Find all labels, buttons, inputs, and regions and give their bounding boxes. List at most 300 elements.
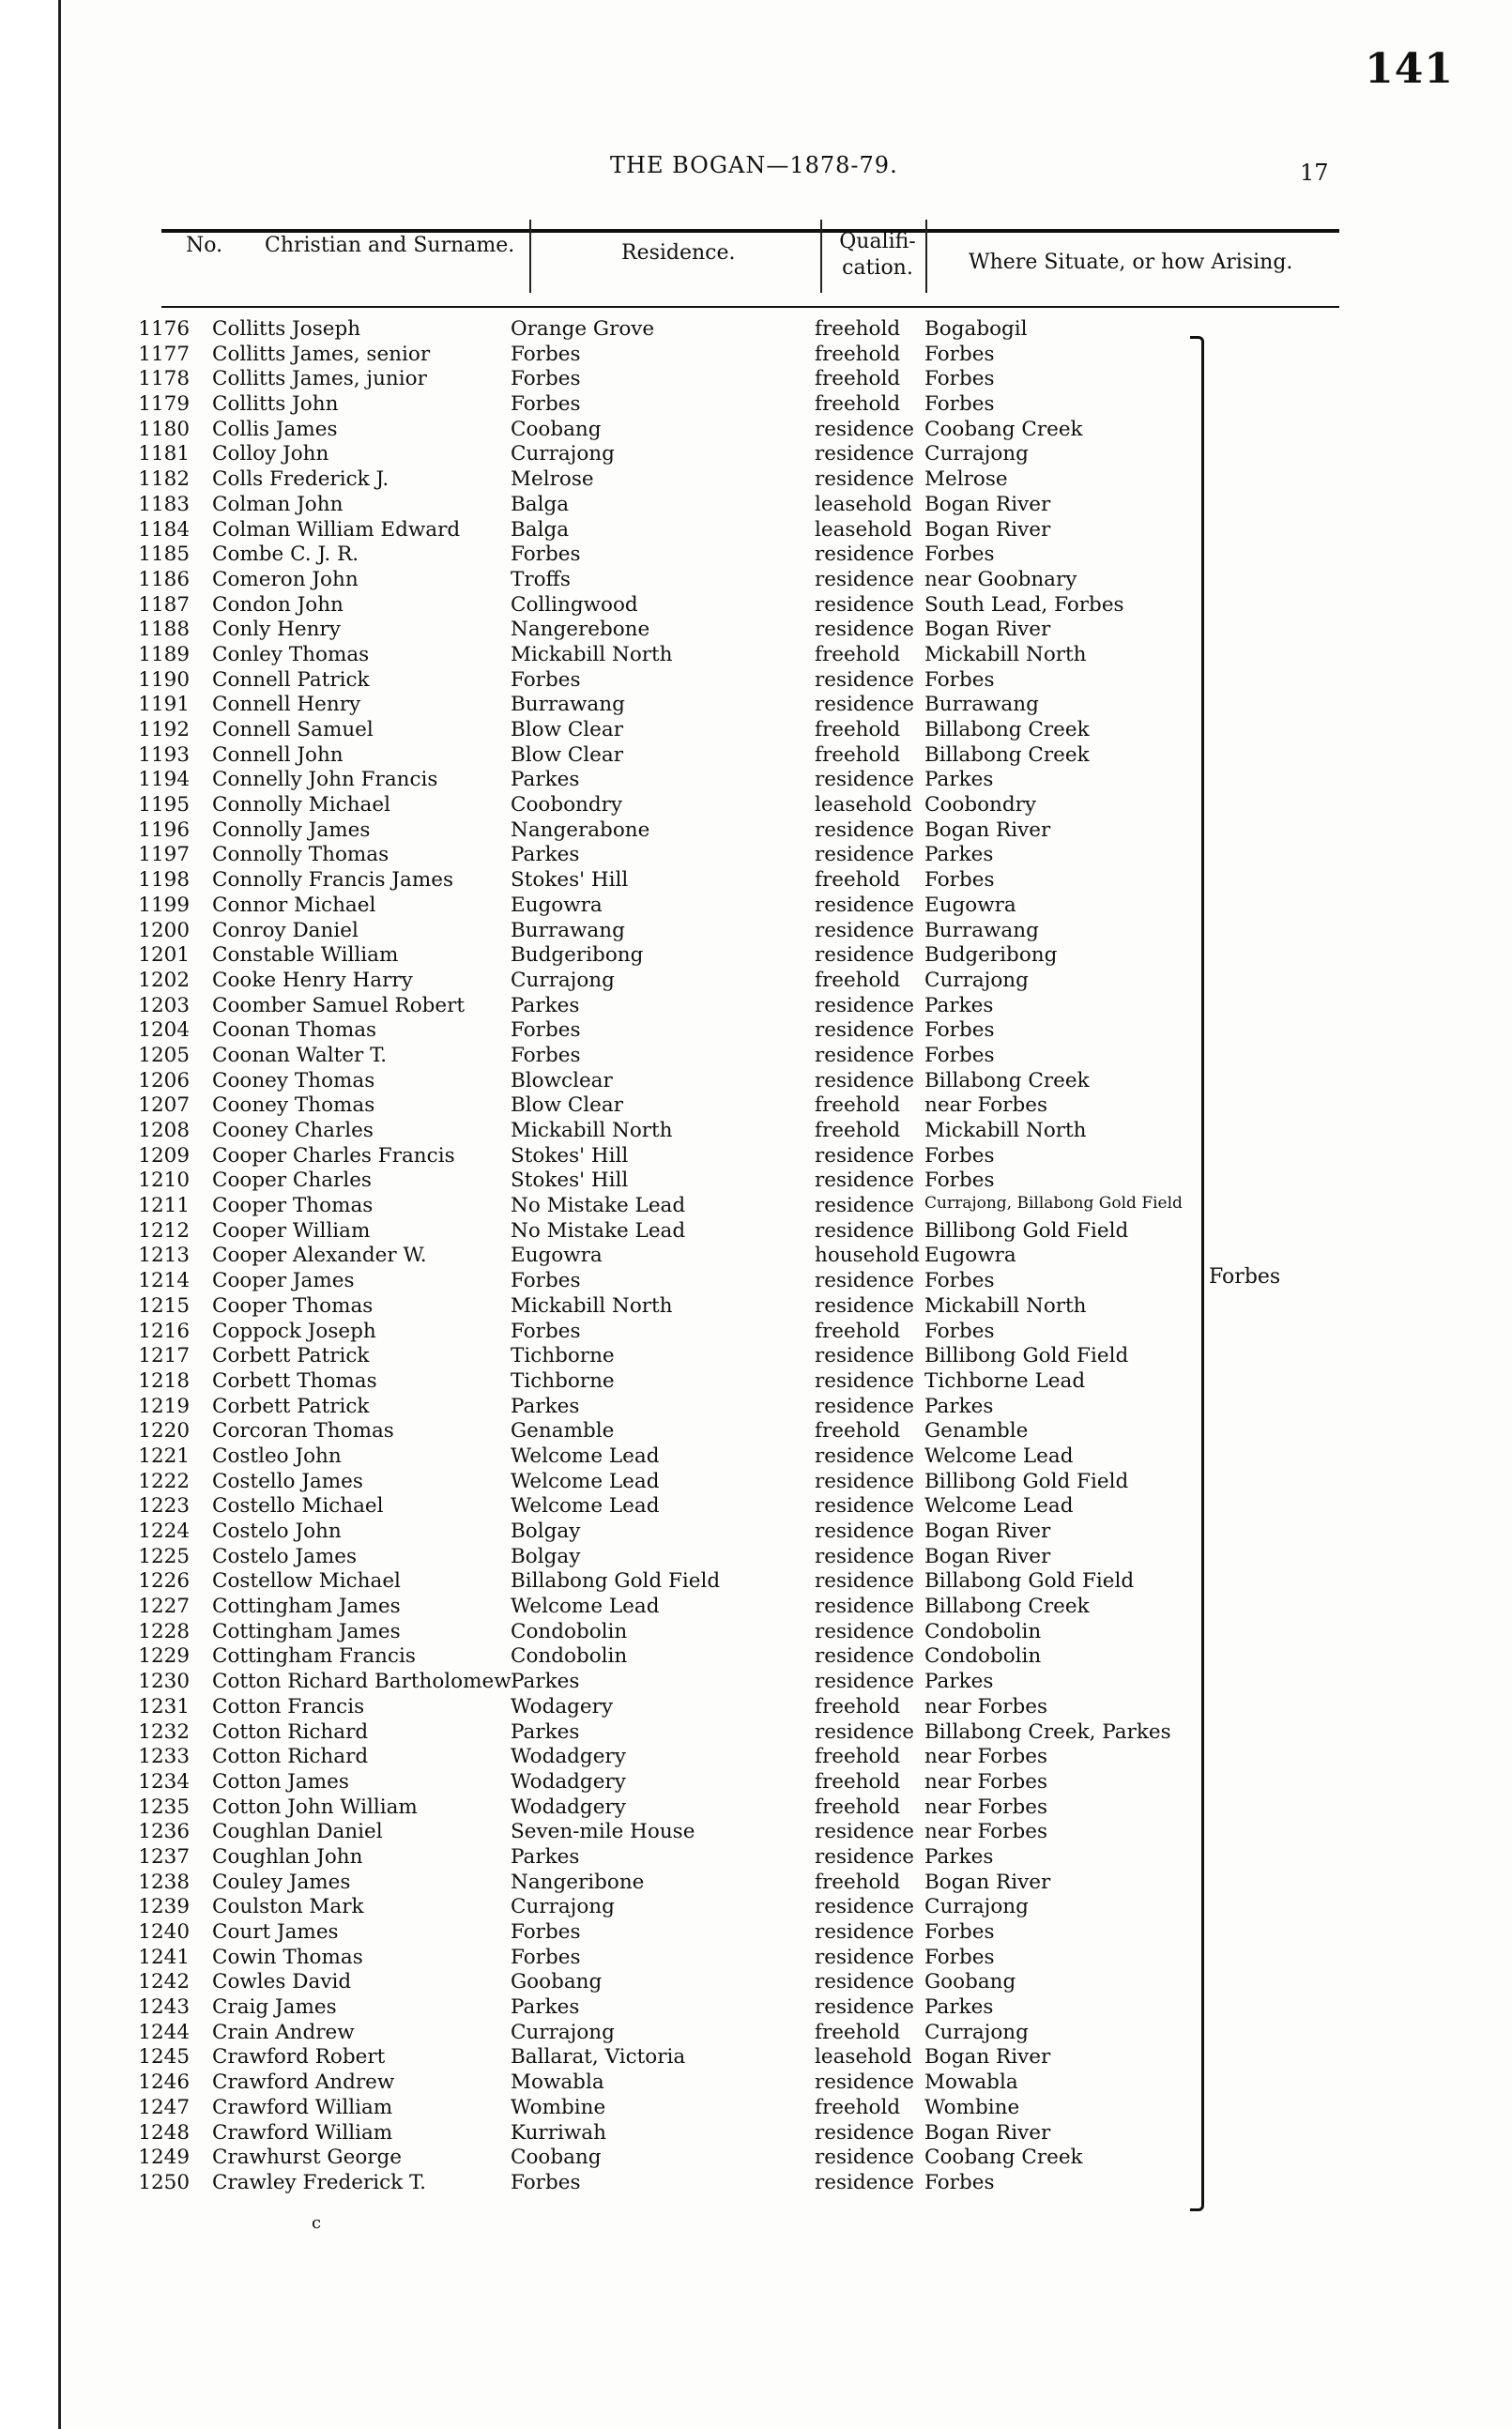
entry-name: Costelo John <box>212 1520 342 1543</box>
entry-number: 1203 <box>138 993 190 1017</box>
entry-qualification: freehold <box>815 1745 901 1769</box>
entry-number: 1198 <box>138 868 190 893</box>
entry-residence: Mickabill North <box>511 1293 673 1318</box>
entry-number: 1228 <box>138 1619 190 1643</box>
table-row <box>131 1119 1220 1144</box>
table-row <box>131 1695 1220 1720</box>
entry-number: 1193 <box>138 742 190 767</box>
entry-number: 1211 <box>138 1194 190 1218</box>
header-divider <box>925 220 927 293</box>
entry-where-situate: Parkes <box>924 1394 994 1418</box>
entry-name: Coulston Mark <box>212 1895 364 1919</box>
entry-qualification: residence <box>815 1469 915 1493</box>
entry-residence: Nangerebone <box>511 618 650 642</box>
entry-number: 1194 <box>138 768 190 792</box>
table-row <box>131 2146 1220 2171</box>
entry-name: Collitts Joseph <box>212 317 361 341</box>
brace-label: Forbes <box>1209 1265 1281 1289</box>
entry-residence: Wodagery <box>511 1694 614 1719</box>
entry-residence: No Mistake Lead <box>511 1194 686 1218</box>
entry-number: 1217 <box>138 1344 190 1368</box>
entry-number: 1204 <box>138 1018 190 1043</box>
entry-residence: Wombine <box>511 2095 606 2119</box>
entry-name: Conley Thomas <box>212 642 370 666</box>
entry-name: Coughlan John <box>212 1844 363 1869</box>
entry-name: Crain Andrew <box>212 2020 355 2044</box>
entry-where-situate: Forbes <box>924 1945 995 1969</box>
entry-residence: Forbes <box>511 1945 581 1969</box>
entry-name: Crawford Robert <box>212 2045 386 2070</box>
entry-where-situate: Forbes <box>924 542 995 567</box>
entry-where-situate: Currajong <box>924 2020 1029 2044</box>
table-row <box>131 943 1220 969</box>
entry-where-situate: Bogan River <box>924 1870 1051 1894</box>
entry-residence: Genamble <box>511 1419 615 1444</box>
entry-qualification: freehold <box>815 317 901 341</box>
entry-qualification: residence <box>815 1494 915 1519</box>
entry-name: Conroy Daniel <box>212 918 359 942</box>
entry-number: 1181 <box>138 442 190 466</box>
entry-residence: No Mistake Lead <box>511 1218 686 1243</box>
table-row <box>131 818 1220 844</box>
table-row <box>131 1069 1220 1094</box>
entry-number: 1247 <box>138 2095 190 2119</box>
header-bottom-rule <box>161 306 1339 308</box>
entry-qualification: leasehold <box>815 2045 912 2070</box>
entry-residence: Forbes <box>511 542 581 567</box>
entry-where-situate: Currajong <box>924 1895 1029 1919</box>
entry-number: 1232 <box>138 1719 190 1744</box>
entry-qualification: freehold <box>815 1769 901 1794</box>
entry-residence: Collingwood <box>511 592 638 617</box>
entry-where-situate: Forbes <box>924 667 995 692</box>
entry-number: 1223 <box>138 1494 190 1519</box>
entry-qualification: freehold <box>815 2020 901 2044</box>
entry-number: 1225 <box>138 1544 190 1568</box>
entry-residence: Stokes' Hill <box>511 1143 629 1168</box>
entry-residence: Welcome Lead <box>511 1595 660 1619</box>
entry-qualification: leasehold <box>815 517 912 542</box>
entry-name: Cooney Thomas <box>212 1093 375 1118</box>
entry-number: 1240 <box>138 1920 190 1944</box>
entry-name: Corbett Thomas <box>212 1368 377 1393</box>
entry-name: Combe C. J. R. <box>212 542 359 567</box>
entry-where-situate: Parkes <box>924 1995 994 2020</box>
table-row <box>131 1294 1220 1320</box>
entry-where-situate: Bogan River <box>924 517 1051 542</box>
entry-where-situate: Parkes <box>924 993 994 1017</box>
entry-where-situate: Currajong <box>924 442 1029 466</box>
table-row <box>131 568 1220 593</box>
entry-qualification: residence <box>815 993 915 1017</box>
entry-name: Colls Frederick J. <box>212 467 389 492</box>
entry-number: 1230 <box>138 1670 190 1694</box>
entry-residence: Eugowra <box>511 893 603 917</box>
entry-number: 1222 <box>138 1469 190 1493</box>
entry-where-situate: Coobang Creek <box>924 417 1083 441</box>
entry-number: 1233 <box>138 1745 190 1769</box>
entry-name: Cooper William <box>212 1218 371 1243</box>
header-name: Christian and Surname. <box>265 234 515 257</box>
entry-name: Crawhurst George <box>212 2146 403 2170</box>
entry-qualification: residence <box>815 1945 915 1969</box>
table-row <box>131 467 1220 493</box>
table-row <box>131 418 1220 443</box>
header-divider <box>529 220 531 293</box>
entry-number: 1221 <box>138 1444 190 1468</box>
entry-residence: Parkes <box>511 768 580 792</box>
entry-where-situate: Billibong Gold Field <box>924 1469 1129 1493</box>
entry-where-situate: Forbes <box>924 342 995 366</box>
entry-number: 1227 <box>138 1595 190 1619</box>
entry-residence: Currajong <box>511 442 615 466</box>
entry-name: Cooper Thomas <box>212 1293 374 1318</box>
entry-number: 1205 <box>138 1043 190 1067</box>
entry-number: 1235 <box>138 1795 190 1819</box>
entry-where-situate: Bogan River <box>924 492 1051 516</box>
entry-number: 1189 <box>138 642 190 666</box>
entry-number: 1219 <box>138 1394 190 1418</box>
entry-qualification: residence <box>815 893 915 917</box>
entry-where-situate: Melrose <box>924 467 1008 492</box>
entry-number: 1213 <box>138 1244 190 1268</box>
entry-where-situate: Forbes <box>924 1920 995 1944</box>
entry-where-situate: Genamble <box>924 1419 1029 1444</box>
entry-number: 1231 <box>138 1694 190 1719</box>
entry-qualification: residence <box>815 1344 915 1368</box>
entry-qualification: residence <box>815 1820 915 1844</box>
page-title: THE BOGAN—1878-79. <box>610 152 898 178</box>
entry-qualification: residence <box>815 943 915 968</box>
entry-qualification: residence <box>815 1394 915 1418</box>
entry-where-situate: Eugowra <box>924 893 1016 917</box>
entry-name: Crawford Andrew <box>212 2070 395 2095</box>
entry-where-situate: Mickabill North <box>924 1119 1087 1142</box>
entry-number: 1207 <box>138 1093 190 1118</box>
entry-number: 1199 <box>138 893 190 917</box>
entry-name: Collitts James, junior <box>212 367 427 391</box>
entry-qualification: residence <box>815 817 915 842</box>
entry-name: Connell Patrick <box>212 667 370 692</box>
entry-residence: Parkes <box>511 1995 580 2020</box>
entry-qualification: leasehold <box>815 492 912 516</box>
entry-name: Cowles David <box>212 1970 352 1994</box>
header-where: Where Situate, or how Arising. <box>969 251 1293 274</box>
entry-qualification: freehold <box>815 367 901 391</box>
header-divider <box>820 220 822 293</box>
entry-where-situate: Billabong Creek <box>924 718 1090 741</box>
entry-residence: Blow Clear <box>511 718 624 741</box>
entry-residence: Parkes <box>511 1844 580 1869</box>
table-row <box>131 1820 1220 1845</box>
table-row <box>131 1219 1220 1245</box>
entry-number: 1196 <box>138 817 190 842</box>
table-row <box>131 994 1220 1019</box>
entry-where-situate: Bogan River <box>924 2045 1051 2070</box>
entry-where-situate: Bogan River <box>924 817 1051 842</box>
table-row <box>131 1720 1220 1746</box>
entry-residence: Forbes <box>511 1319 581 1343</box>
entry-number: 1180 <box>138 417 190 441</box>
entry-residence: Parkes <box>511 1394 580 1418</box>
table-row <box>131 1895 1220 1920</box>
entry-number: 1243 <box>138 1995 190 2020</box>
entry-where-situate: near Forbes <box>924 1820 1047 1844</box>
entry-where-situate: Billabong Creek <box>924 742 1090 767</box>
entry-residence: Forbes <box>511 1018 581 1043</box>
entry-qualification: freehold <box>815 1694 901 1719</box>
entry-qualification: residence <box>815 1719 915 1744</box>
entry-residence: Budgeribong <box>511 943 644 968</box>
entry-qualification: residence <box>815 1895 915 1919</box>
entry-residence: Coobang <box>511 417 602 441</box>
table-row <box>131 1419 1220 1444</box>
entry-number: 1177 <box>138 342 190 366</box>
table-row <box>131 1920 1220 1946</box>
entry-where-situate: Mickabill North <box>924 1293 1087 1318</box>
entry-residence: Burrawang <box>511 918 625 942</box>
entry-qualification: residence <box>815 1194 915 1218</box>
page-number: 141 <box>1365 45 1454 93</box>
entry-number: 1190 <box>138 667 190 692</box>
entry-name: Condon John <box>212 592 344 617</box>
entry-number: 1200 <box>138 918 190 942</box>
table-row <box>131 1093 1220 1119</box>
entry-where-situate: Bogan River <box>924 618 1051 642</box>
entry-residence: Wodadgery <box>511 1745 626 1769</box>
entry-name: Costellow Michael <box>212 1569 401 1594</box>
entry-name: Connell Henry <box>212 693 361 717</box>
table-row <box>131 768 1220 793</box>
entry-name: Cooney Thomas <box>212 1068 375 1092</box>
entry-where-situate: Welcome Lead <box>924 1444 1074 1468</box>
table-row <box>131 518 1220 543</box>
entry-qualification: freehold <box>815 1870 901 1894</box>
table-row <box>131 593 1220 619</box>
entry-where-situate: Goobang <box>924 1970 1016 1994</box>
entry-residence: Welcome Lead <box>511 1469 660 1493</box>
entry-where-situate: Billibong Gold Field <box>924 1218 1129 1243</box>
entry-where-situate: Billabong Creek <box>924 1068 1090 1092</box>
entry-residence: Mickabill North <box>511 642 673 666</box>
table-row <box>131 1444 1220 1470</box>
entry-number: 1206 <box>138 1068 190 1092</box>
entry-residence: Forbes <box>511 392 581 417</box>
entry-qualification: freehold <box>815 1093 901 1118</box>
entry-qualification: freehold <box>815 2095 901 2119</box>
table-row <box>131 843 1220 868</box>
entry-where-situate: Billibong Gold Field <box>924 1344 1129 1368</box>
entry-qualification: residence <box>815 567 915 591</box>
entry-qualification: residence <box>815 843 915 867</box>
table-row <box>131 894 1220 919</box>
entry-where-situate: Billabong Gold Field <box>924 1569 1135 1594</box>
entry-qualification: residence <box>815 1143 915 1168</box>
entry-qualification: residence <box>815 2170 915 2194</box>
entry-number: 1212 <box>138 1218 190 1243</box>
entry-qualification: residence <box>815 1619 915 1643</box>
folio-number: 17 <box>1300 160 1329 186</box>
entry-qualification: residence <box>815 1520 915 1543</box>
entry-name: Comeron John <box>212 567 359 591</box>
entry-name: Costelo James <box>212 1544 358 1568</box>
entry-name: Craig James <box>212 1995 337 2020</box>
entry-where-situate: Bogabogil <box>924 317 1028 341</box>
table-row <box>131 693 1220 718</box>
entry-qualification: residence <box>815 1444 915 1468</box>
entry-number: 1215 <box>138 1293 190 1318</box>
entry-name: Cotton Richard Bartholomew <box>212 1670 512 1694</box>
entry-qualification: residence <box>815 618 915 642</box>
entry-qualification: residence <box>815 417 915 441</box>
entry-name: Collitts James, senior <box>212 342 431 366</box>
entry-where-situate: Forbes <box>924 2170 995 2194</box>
table-row <box>131 1018 1220 1044</box>
entry-where-situate: Forbes <box>924 868 995 893</box>
entry-where-situate: Condobolin <box>924 1644 1042 1669</box>
entry-name: Cottingham Francis <box>212 1644 416 1669</box>
entry-residence: Welcome Lead <box>511 1494 660 1519</box>
entry-residence: Coobang <box>511 2146 602 2170</box>
entry-where-situate: Forbes <box>924 1143 995 1168</box>
entry-where-situate: Coobang Creek <box>924 2146 1083 2170</box>
table-row <box>131 1770 1220 1795</box>
entry-residence: Nangerabone <box>511 817 650 842</box>
entry-number: 1178 <box>138 367 190 391</box>
entry-where-situate: Condobolin <box>924 1619 1042 1643</box>
entry-qualification: residence <box>815 1844 915 1869</box>
entry-number: 1246 <box>138 2070 190 2095</box>
entry-where-situate: Bogan River <box>924 2120 1051 2145</box>
entry-number: 1197 <box>138 843 190 867</box>
entry-name: Connolly James <box>212 817 371 842</box>
scan-margin <box>0 0 58 2429</box>
entry-residence: Wodadgery <box>511 1795 626 1819</box>
table-row <box>131 1745 1220 1770</box>
entry-name: Crawford William <box>212 2095 393 2119</box>
entry-name: Coppock Joseph <box>212 1319 376 1343</box>
table-row <box>131 1644 1220 1670</box>
table-row <box>131 1520 1220 1545</box>
table-row <box>131 2070 1220 2096</box>
entry-residence: Forbes <box>511 1043 581 1067</box>
entry-qualification: freehold <box>815 1419 901 1444</box>
entry-name: Colman William Edward <box>212 517 461 542</box>
entry-name: Coughlan Daniel <box>212 1820 383 1844</box>
entry-residence: Currajong <box>511 1895 615 1919</box>
entry-number: 1176 <box>138 317 190 341</box>
entry-residence: Forbes <box>511 667 581 692</box>
entry-number: 1182 <box>138 467 190 492</box>
entry-qualification: residence <box>815 1218 915 1243</box>
entry-number: 1208 <box>138 1119 190 1142</box>
table-row <box>131 1144 1220 1169</box>
entry-residence: Blowclear <box>511 1068 613 1092</box>
entry-number: 1192 <box>138 718 190 741</box>
entry-residence: Ballarat, Victoria <box>511 2045 686 2070</box>
entry-qualification: residence <box>815 693 915 717</box>
table-row <box>131 1845 1220 1871</box>
entry-residence: Kurriwah <box>511 2120 606 2145</box>
entry-qualification: residence <box>815 2146 915 2170</box>
entry-name: Colloy John <box>212 442 329 466</box>
entry-number: 1250 <box>138 2170 190 2194</box>
entry-where-situate: Bogan River <box>924 1520 1051 1543</box>
table-row <box>131 1795 1220 1821</box>
entry-residence: Parkes <box>511 993 580 1017</box>
table-row <box>131 2045 1220 2070</box>
entry-residence: Seven-mile House <box>511 1820 695 1844</box>
entry-residence: Welcome Lead <box>511 1444 660 1468</box>
entry-number: 1185 <box>138 542 190 567</box>
entry-residence: Forbes <box>511 367 581 391</box>
table-row <box>131 919 1220 944</box>
entry-name: Corbett Patrick <box>212 1394 370 1418</box>
entry-residence: Stokes' Hill <box>511 1169 629 1193</box>
table-row <box>131 1194 1220 1219</box>
entry-qualification: freehold <box>815 718 901 741</box>
table-row <box>131 367 1220 392</box>
entry-where-situate: near Forbes <box>924 1694 1047 1719</box>
table-row <box>131 1595 1220 1620</box>
entry-name: Connor Michael <box>212 893 376 917</box>
entry-number: 1224 <box>138 1520 190 1543</box>
entry-number: 1242 <box>138 1970 190 1994</box>
entry-name: Cotton Francis <box>212 1694 365 1719</box>
entry-number: 1226 <box>138 1569 190 1594</box>
table-row <box>131 1369 1220 1395</box>
entry-where-situate: Coobondry <box>924 793 1037 817</box>
header-no: No. <box>186 234 223 257</box>
entry-residence: Balga <box>511 492 570 516</box>
entry-residence: Billabong Gold Field <box>511 1569 721 1594</box>
entry-where-situate: Eugowra <box>924 1244 1016 1268</box>
entry-qualification: residence <box>815 1995 915 2020</box>
entry-residence: Forbes <box>511 1269 581 1293</box>
entry-name: Coomber Samuel Robert <box>212 993 466 1017</box>
entry-qualification: residence <box>815 2120 915 2145</box>
entry-residence: Parkes <box>511 843 580 867</box>
table-row <box>131 1344 1220 1369</box>
table-row <box>131 668 1220 694</box>
entry-name: Cottingham James <box>212 1595 401 1619</box>
entry-number: 1201 <box>138 943 190 968</box>
entry-where-situate: Forbes <box>924 1169 995 1193</box>
entry-number: 1248 <box>138 2120 190 2145</box>
entry-residence: Coobondry <box>511 793 623 817</box>
entry-qualification: residence <box>815 2070 915 2095</box>
entry-qualification: residence <box>815 1644 915 1669</box>
entry-name: Cooper Charles <box>212 1169 372 1193</box>
entry-name: Connolly Michael <box>212 793 390 817</box>
entry-number: 1229 <box>138 1644 190 1669</box>
entry-number: 1218 <box>138 1368 190 1393</box>
entry-qualification: residence <box>815 1368 915 1393</box>
entry-residence: Melrose <box>511 467 594 492</box>
entry-residence: Mowabla <box>511 2070 604 2095</box>
table-row <box>131 1244 1220 1269</box>
entry-qualification: residence <box>815 1595 915 1619</box>
entry-name: Cooper Charles Francis <box>212 1143 455 1168</box>
entry-residence: Eugowra <box>511 1244 603 1268</box>
entry-where-situate: near Forbes <box>924 1093 1047 1118</box>
entry-where-situate: Currajong, Billabong Gold Field <box>924 1194 1183 1214</box>
entry-where-situate: Forbes <box>924 1018 995 1043</box>
entry-name: Cooper James <box>212 1269 355 1293</box>
entry-where-situate: near Goobnary <box>924 567 1077 591</box>
entry-name: Cooke Henry Harry <box>212 968 413 992</box>
entry-residence: Forbes <box>511 2170 581 2194</box>
